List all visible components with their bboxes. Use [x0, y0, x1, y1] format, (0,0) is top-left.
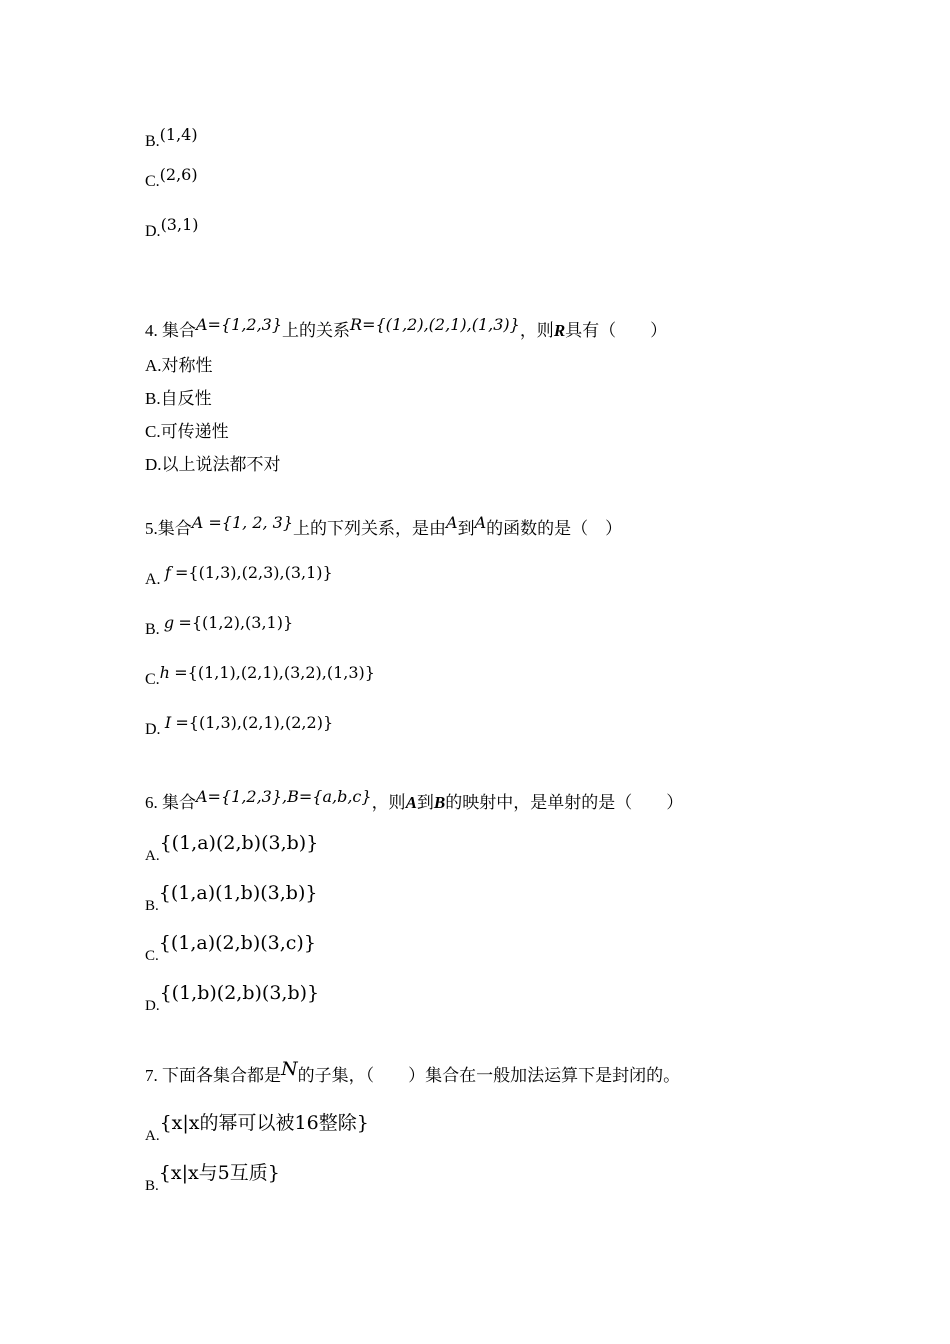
- option-label: A.: [145, 356, 162, 375]
- q5-a1: A: [446, 513, 458, 532]
- q7-stem: [145, 1058, 681, 1087]
- q4-option-d: [145, 454, 281, 476]
- option-fn: f: [164, 563, 171, 582]
- option-value: {(1,a)(2,b)(3,b)}: [159, 832, 319, 854]
- q5-a2: A: [474, 513, 487, 532]
- q5-option-d: [145, 713, 334, 741]
- option-label: B.: [145, 898, 159, 914]
- option-fn: I: [164, 713, 172, 732]
- q7-option-a: [145, 1112, 369, 1144]
- option-label: A.: [145, 571, 161, 588]
- q5-stem: [145, 513, 623, 540]
- q3-option-d: [145, 215, 199, 243]
- option-value: ={(1,3),(2,1),(2,2)}: [175, 713, 334, 732]
- option-label: A.: [145, 1128, 160, 1144]
- q7-n: N: [281, 1058, 298, 1080]
- q5-tail: 的函数的是（ ）: [486, 519, 623, 538]
- option-label: D.: [145, 223, 161, 240]
- option-value: {(1,a)(1,b)(3,b)}: [158, 882, 318, 904]
- option-value: (3,1): [160, 215, 199, 234]
- q4-relation-r: R={(1,2),(2,1),(1,3)}: [350, 315, 520, 334]
- q4-tail1: ，则: [519, 321, 554, 340]
- option-label: C.: [145, 948, 159, 964]
- option-value: ={(1,3),(2,3),(3,1)}: [174, 563, 333, 582]
- option-label: D.: [145, 455, 162, 474]
- q6-stem: [145, 787, 684, 814]
- option-text: 对称性: [161, 356, 213, 375]
- q6-sets: A={1,2,3},B={a,b,c}: [196, 787, 372, 806]
- q5-set-a: A ={1, 2, 3}: [191, 513, 294, 532]
- option-fn: g: [163, 613, 175, 632]
- option-value: ={(1,1),(2,1),(3,2),(1,3)}: [174, 663, 375, 682]
- option-text: 自反性: [160, 389, 212, 408]
- q5-to: 到: [457, 519, 475, 538]
- q4-number: 4. 集合: [145, 321, 196, 340]
- q7-number: 7. 下面各集合都是: [145, 1066, 281, 1085]
- q6-option-b: [145, 882, 318, 914]
- q5-number: 5.集合: [145, 519, 192, 538]
- option-value: (1,4): [159, 125, 198, 144]
- q4-option-a: [145, 355, 213, 377]
- q6-tail1: ，则: [371, 793, 406, 812]
- option-value: {x|x的幂可以被16整除}: [159, 1112, 369, 1134]
- q6-number: 6. 集合: [145, 793, 196, 812]
- option-value: (2,6): [159, 165, 198, 184]
- q5-option-a: [145, 563, 333, 591]
- q4-tail2: 具有（ ）: [565, 321, 668, 340]
- option-value: {(1,b)(2,b)(3,b)}: [159, 982, 320, 1004]
- option-text: 可传递性: [160, 422, 229, 441]
- q3-option-c: [145, 165, 198, 193]
- option-label: A.: [145, 848, 160, 864]
- q6-to: 到: [416, 793, 434, 812]
- q5-option-c: [145, 663, 375, 691]
- q7-option-b: [145, 1162, 280, 1194]
- q6-a: A: [405, 793, 417, 812]
- q6-option-a: [145, 832, 319, 864]
- option-label: C.: [145, 173, 160, 190]
- q6-tail2: 的映射中，是单射的是（ ）: [445, 793, 684, 812]
- option-label: D.: [145, 998, 160, 1014]
- q3-option-b: [145, 125, 198, 153]
- option-label: C.: [145, 422, 161, 441]
- option-label: D.: [145, 721, 161, 738]
- option-label: B.: [145, 133, 160, 150]
- option-value: {x|x与5互质}: [158, 1162, 280, 1184]
- option-value: ={(1,2),(3,1)}: [178, 613, 294, 632]
- option-label: C.: [145, 671, 160, 688]
- q5-mid: 上的下列关系，是由: [293, 519, 447, 538]
- option-label: B.: [145, 621, 160, 638]
- q4-option-c: [145, 421, 229, 443]
- q4-stem: [145, 315, 668, 342]
- option-label: B.: [145, 1178, 159, 1194]
- option-label: B.: [145, 389, 161, 408]
- q7-tail: 的子集，（ ）集合在一般加法运算下是封闭的。: [297, 1066, 681, 1085]
- q4-mid: 上的关系: [282, 321, 351, 340]
- q4-set-a: A={1,2,3}: [196, 315, 283, 334]
- option-text: 以上说法都不对: [161, 455, 281, 474]
- q6-option-c: [145, 932, 316, 964]
- q5-option-b: [145, 613, 294, 641]
- q4-r: R: [553, 321, 566, 340]
- q6-b: B: [433, 793, 446, 812]
- q4-option-b: [145, 388, 212, 410]
- option-fn: h: [159, 663, 170, 682]
- q6-option-d: [145, 982, 320, 1014]
- option-value: {(1,a)(2,b)(3,c)}: [158, 932, 316, 954]
